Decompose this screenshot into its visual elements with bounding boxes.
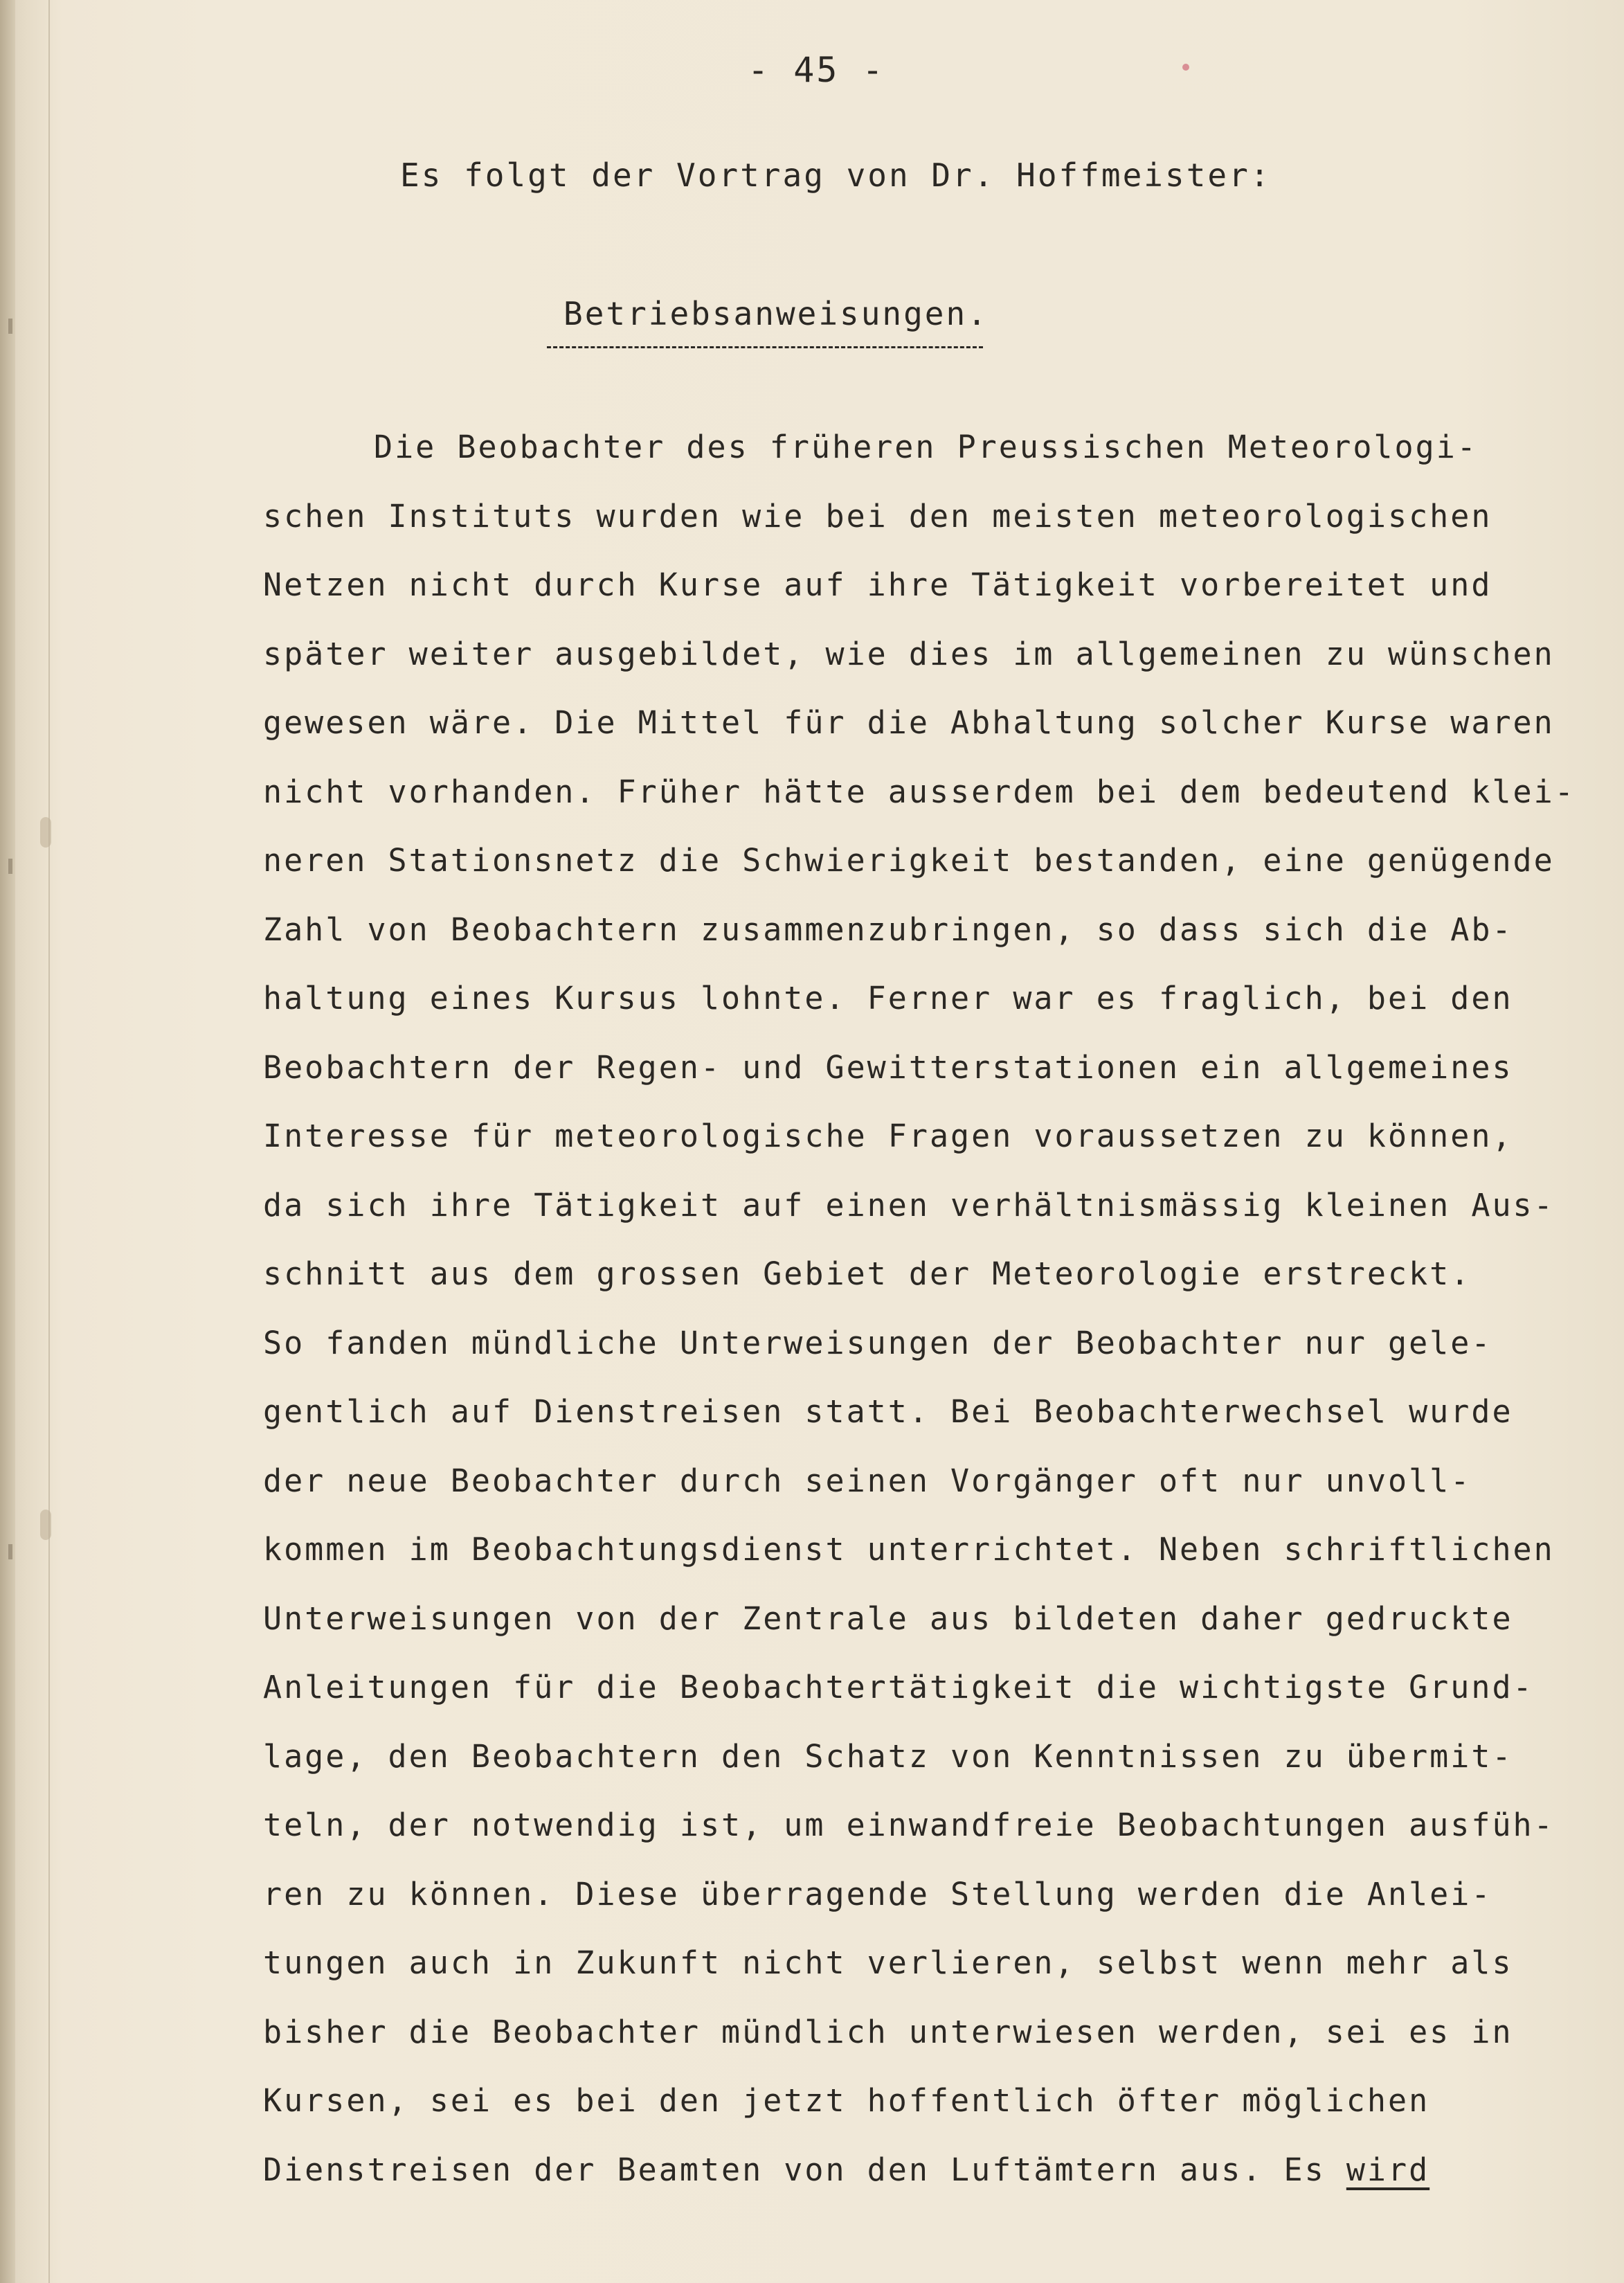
binding-edge bbox=[0, 0, 15, 2283]
body-line: gentlich auf Dienstreisen statt. Bei Beobachterwechsel wurde bbox=[263, 1393, 1513, 1430]
body-line: schnitt aus dem grossen Gebiet der Meteorologie erstreckt. bbox=[263, 1255, 1472, 1292]
body-line: gewesen wäre. Die Mittel für die Abhaltung solcher Kurse waren bbox=[263, 704, 1555, 741]
body-line: Unterweisungen von der Zentrale aus bildeten daher gedruckte bbox=[263, 1600, 1513, 1637]
body-text bbox=[263, 427, 1599, 2218]
body-line: teln, der notwendig ist, um einwandfreie Beobachtungen ausfüh- bbox=[263, 1807, 1555, 1843]
body-line: haltung eines Kursus lohnte. Ferner war es fraglich, bei den bbox=[263, 980, 1513, 1017]
body-line: ren zu können. Diese überragende Stellung werden die Anlei- bbox=[263, 1875, 1492, 1913]
margin-mark bbox=[8, 319, 12, 334]
intro-line: Es folgt der Vortrag von Dr. Hoffmeister: bbox=[400, 156, 1272, 194]
pencil-mark bbox=[1182, 64, 1189, 71]
body-line: So fanden mündliche Unterweisungen der Beobachter nur gele- bbox=[263, 1324, 1492, 1361]
body-line-last bbox=[263, 2149, 1599, 2219]
body-line: der neue Beobachter durch seinen Vorgänger oft nur unvoll- bbox=[263, 1462, 1472, 1499]
body-line: da sich ihre Tätigkeit auf einen verhältnismässig kleinen Aus- bbox=[263, 1186, 1555, 1224]
punch-hole bbox=[40, 1510, 51, 1540]
margin-mark bbox=[8, 859, 12, 874]
last-line-text: Dienstreisen der Beamten von den Luftämtern aus. Es bbox=[263, 2151, 1346, 2188]
body-line: kommen im Beobachtungsdienst unterrichtet. Neben schriftlichen bbox=[263, 1531, 1555, 1568]
margin-mark bbox=[8, 1544, 12, 1559]
binding-fold bbox=[48, 0, 50, 2283]
page-number: - 45 - bbox=[748, 50, 885, 90]
heading-underline bbox=[547, 346, 983, 348]
punch-hole bbox=[40, 817, 51, 848]
body-line: neren Stationsnetz die Schwierigkeit bestanden, eine genügende bbox=[263, 842, 1555, 879]
body-line: lage, den Beobachtern den Schatz von Kenntnissen zu übermit- bbox=[263, 1737, 1513, 1775]
body-line: Interesse für meteorologische Fragen voraussetzen zu können, bbox=[263, 1118, 1513, 1154]
body-line: schen Instituts wurden wie bei den meisten meteorologischen bbox=[263, 497, 1492, 535]
body-line: bisher die Beobachter mündlich unterwiesen werden, sei es in bbox=[263, 2013, 1513, 2050]
underlined-word: wird bbox=[1346, 2151, 1430, 2188]
body-line: Zahl von Beobachtern zusammenzubringen, so dass sich die Ab- bbox=[263, 911, 1513, 948]
body-line: Kursen, sei es bei den jetzt hoffentlich öfter möglichen bbox=[263, 2082, 1430, 2119]
body-line: nicht vorhanden. Früher hätte ausserdem bei dem bedeutend klei- bbox=[263, 773, 1576, 810]
body-line: Beobachtern der Regen- und Gewitterstationen ein allgemeines bbox=[263, 1048, 1513, 1086]
body-line: Die Beobachter des früheren Preussischen Meteorologi- bbox=[374, 429, 1478, 465]
section-heading: Betriebsanweisungen. bbox=[563, 295, 989, 332]
body-line: tungen auch in Zukunft nicht verlieren, selbst wenn mehr als bbox=[263, 1944, 1513, 1981]
body-line: Netzen nicht durch Kurse auf ihre Tätigkeit vorbereitet und bbox=[263, 566, 1492, 603]
body-line: später weiter ausgebildet, wie dies im allgemeinen zu wünschen bbox=[263, 635, 1555, 672]
body-line: Anleitungen für die Beobachtertätigkeit die wichtigste Grund- bbox=[263, 1669, 1534, 1705]
